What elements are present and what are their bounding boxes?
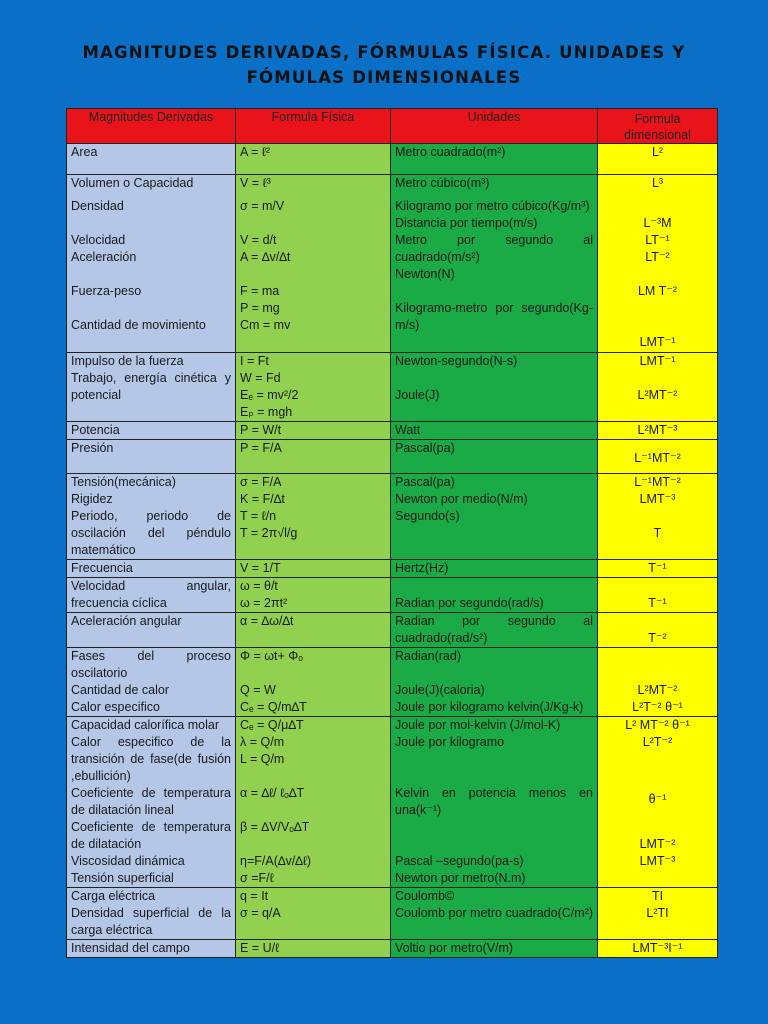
table-row	[67, 888, 718, 940]
unit-text: Pascal(pa)	[395, 441, 455, 455]
magnitude-label: Frecuencia	[71, 561, 133, 575]
unit-text: Newton(N)	[395, 267, 455, 281]
formula-text: V = d/t	[240, 233, 277, 247]
dimensional-text: L⁻¹MT⁻²	[634, 451, 681, 465]
magnitude-label: Coeficiente de temperatura de dilatación	[71, 820, 231, 851]
dimensional-text: LMT⁻²	[639, 837, 676, 851]
formula-text: Cₑ = Q/μ∆T	[240, 718, 304, 732]
unit-text: Kilogramo por metro cúbico(Kg/m³)	[395, 199, 590, 213]
magnitude-label: Calor especifico	[71, 700, 160, 714]
unit-text: Segundo(s)	[395, 509, 460, 523]
magnitude-label: Area	[71, 145, 98, 159]
magnitude-label: Potencia	[71, 423, 120, 437]
formula-text: α = ∆ℓ/ ℓₒ∆T	[240, 786, 305, 800]
unit-text: Coulomb©	[395, 889, 455, 903]
table-row	[67, 560, 718, 578]
formula-text: W = Fd	[240, 371, 281, 385]
table-row	[67, 613, 718, 648]
magnitude-label: Aceleración angular	[71, 614, 182, 628]
formula-text: σ = m/V	[240, 199, 285, 213]
formula-text: σ = F/A	[240, 475, 282, 489]
table-row	[67, 175, 718, 353]
formula-text: V = 1/T	[240, 561, 281, 575]
formula-text: L = Q/m	[240, 752, 285, 766]
unit-text: Newton-segundo(N-s)	[395, 354, 518, 368]
magnitude-label: Impulso de la fuerza	[71, 354, 184, 368]
unit-text: Distancia por tiempo(m/s)	[395, 216, 538, 230]
dimensional-text: L²MT⁻²	[637, 388, 678, 402]
formula-text: q = It	[240, 889, 269, 903]
dimensional-text: L³	[651, 176, 664, 190]
header-formula: Formula Física	[236, 109, 391, 144]
dimensional-text: L²	[651, 145, 664, 159]
formula-text: E = U/ℓ	[240, 941, 280, 955]
unit-text: Kilogramo-metro por segundo(Kg-m/s)	[395, 301, 593, 332]
magnitude-label: Calor especifico de la transición de fase(de fusión ,ebullición)	[71, 735, 231, 783]
unit-text: Radian(rad)	[395, 649, 462, 663]
formula-text: Cₑ = Q/m∆T	[240, 700, 307, 714]
table-row	[67, 648, 718, 717]
unit-text: Newton por medio(N/m)	[395, 492, 528, 506]
dimensional-text: L² MT⁻² θ⁻¹	[625, 718, 690, 732]
formula-text: T = 2π√l/g	[240, 526, 298, 540]
unit-text: Joule por kilogramo	[395, 735, 505, 749]
formula-text: Q = W	[240, 683, 276, 697]
unit-text: Radian por segundo(rad/s)	[395, 596, 544, 610]
unit-text: Pascal(pa)	[395, 475, 455, 489]
dimensional-text: T⁻¹	[648, 596, 667, 610]
unit-text: Joule por kilogramo kelvin(J/Kg-k)	[395, 700, 584, 714]
unit-text: Joule(J)	[395, 388, 440, 402]
formula-text: T = ℓ/n	[240, 509, 277, 523]
table-row	[67, 578, 718, 613]
magnitude-label: Velocidad angular, frecuencia cíclica	[71, 579, 231, 610]
table-row	[67, 144, 718, 175]
unit-text: Radian por segundo al cuadrado(rad/s²)	[395, 614, 593, 645]
formula-text: I = Ft	[240, 354, 269, 368]
unit-text: Kelvin en potencia menos en una(k⁻¹)	[395, 786, 593, 817]
unit-text: Metro cuadrado(m²)	[395, 145, 506, 159]
formula-text: Eₚ = mgh	[240, 405, 293, 419]
dimensional-text: L²T⁻² θ⁻¹	[632, 700, 683, 714]
magnitude-label: Presión	[71, 441, 114, 455]
table-row	[67, 353, 718, 422]
magnitude-label: Densidad superficial de la carga eléctrica	[71, 906, 231, 937]
formula-text: σ =F/ℓ	[240, 871, 274, 885]
magnitude-label: Coeficiente de temperatura de dilatación lineal	[71, 786, 231, 817]
unit-text: Joule por mol-kelvin (J/mol-K)	[395, 718, 561, 732]
formula-text: σ = q/A	[240, 906, 281, 920]
formula-text: η=F/A(∆v/∆ℓ)	[240, 854, 312, 868]
unit-text: Voltio por metro(V/m)	[395, 941, 514, 955]
header-dimensional: Formula dimensional	[598, 109, 718, 144]
table-row	[67, 474, 718, 560]
dimensional-text: L²TI	[646, 906, 669, 920]
dimensional-text: LMT⁻¹	[639, 335, 676, 349]
formula-text: ω = θ/t	[240, 579, 278, 593]
magnitude-label: Densidad	[71, 199, 124, 213]
magnitude-label: Velocidad	[71, 233, 126, 247]
formula-text: P = W/t	[240, 423, 282, 437]
magnitude-label: Tensión(mecánica)	[71, 475, 176, 489]
unit-text: Metro por segundo al cuadrado(m/s²)	[395, 233, 593, 264]
magnitude-label: Tensión superficial	[71, 871, 174, 885]
header-unidades: Unidades	[391, 109, 598, 144]
formula-text: P = F/A	[240, 441, 282, 455]
dimensional-text: L⁻³M	[643, 216, 672, 230]
table-row	[67, 440, 718, 474]
magnitude-label: Fuerza-peso	[71, 284, 142, 298]
table-row	[67, 422, 718, 440]
formula-text: α = ∆ω/∆t	[240, 614, 294, 628]
magnitude-label: Cantidad de calor	[71, 683, 169, 697]
formula-text: Φ = ωt+ Φₒ	[240, 649, 303, 663]
magnitude-label: Periodo, periodo de oscilación del péndulo matemático	[71, 509, 231, 557]
dimensional-text: LMT⁻³	[639, 492, 676, 506]
magnitude-label: Intensidad del campo	[71, 941, 190, 955]
dimensional-text: LMT⁻³	[639, 854, 676, 868]
dimensional-text: LM T⁻²	[637, 284, 677, 298]
dimensional-text: LMT⁻¹	[639, 354, 676, 368]
formula-text: β = ∆V/Vₒ∆T	[240, 820, 310, 834]
unit-text: Coulomb por metro cuadrado(C/m²)	[395, 906, 593, 920]
page-title: MAGNITUDES DERIVADAS, FÓRMULAS FÍSICA. UNIDADES Y FÓMULAS DIMENSIONALES	[82, 43, 686, 87]
derived-magnitudes-table	[66, 108, 718, 958]
formula-text: K = F/∆t	[240, 492, 285, 506]
magnitude-label: Capacidad calorífica molar	[71, 718, 219, 732]
magnitude-label: Carga eléctrica	[71, 889, 156, 903]
formula-text: A = ∆v/∆t	[240, 250, 291, 264]
table-row	[67, 940, 718, 958]
formula-text: Eₑ = mv²/2	[240, 388, 299, 402]
dimensional-text: T⁻¹	[648, 561, 667, 575]
dimensional-text: L²T⁻²	[642, 735, 673, 749]
formula-text: ω = 2πt²	[240, 596, 288, 610]
formula-text: λ = Q/m	[240, 735, 285, 749]
formula-text: Cm = mv	[240, 318, 291, 332]
formula-text: P = mg	[240, 301, 280, 315]
unit-text: Pascal –segundo(pa-s)	[395, 854, 524, 868]
dimensional-text: LMT⁻³I⁻¹	[632, 941, 683, 955]
dimensional-text: θ⁻¹	[648, 792, 667, 806]
table-row	[67, 717, 718, 888]
dimensional-text: L⁻¹MT⁻²	[634, 475, 681, 489]
unit-text: Joule(J)(caloria)	[395, 683, 485, 697]
magnitude-label: Viscosidad dinámica	[71, 854, 185, 868]
header-row	[67, 109, 718, 144]
formula-text: F = ma	[240, 284, 280, 298]
unit-text: Newton por metro(N.m)	[395, 871, 526, 885]
magnitude-label: Volumen o Capacidad	[71, 176, 194, 190]
unit-text: Watt	[395, 423, 421, 437]
dimensional-text: LT⁻¹	[645, 233, 670, 247]
magnitude-label: Fases del proceso oscilatorio	[71, 649, 231, 680]
magnitude-label: Aceleración	[71, 250, 137, 264]
unit-text: Metro cúbico(m³)	[395, 176, 490, 190]
magnitude-label: Cantidad de movimiento	[71, 318, 206, 332]
dimensional-text: T	[653, 526, 662, 540]
dimensional-text: TI	[651, 889, 664, 903]
magnitude-label: Rigidez	[71, 492, 113, 506]
header-magnitudes: Magnitudes Derivadas	[67, 109, 236, 144]
formula-text: V = ℓ³	[240, 176, 271, 190]
dimensional-text: LT⁻²	[645, 250, 670, 264]
unit-text: Hertz(Hz)	[395, 561, 449, 575]
dimensional-text: L²MT⁻³	[637, 423, 678, 437]
formula-text: A = ℓ²	[240, 145, 271, 159]
dimensional-text: L²MT⁻²	[637, 683, 678, 697]
dimensional-text: T⁻²	[648, 631, 667, 645]
magnitude-label: Trabajo, energía cinética y potencial	[71, 371, 231, 402]
